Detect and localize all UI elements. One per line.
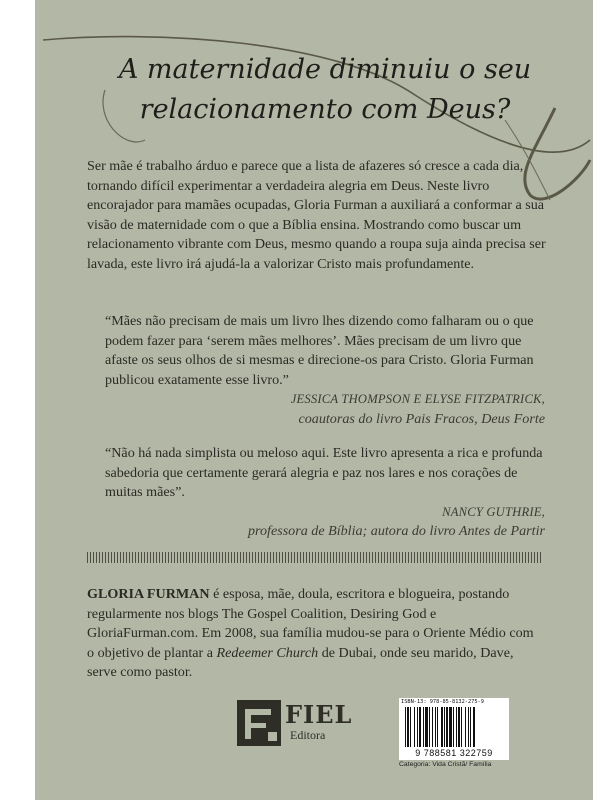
- bio-text-part-1: é esposa, mãe, doula, escritora e blogueira, postando regularmente nos blogs The Gospel Coalition, Desiring God e GloriaFurman.com. Em 2008, sua família mudou-se para o Oriente Médio com o objetivo de plantar a: [87, 586, 534, 661]
- quote-text: “Mães não precisam de mais um livro lhes dizendo como falharam ou o que podem fazer para ‘serem mães melhores’. Mães precisam de um livro que afaste os seus olhos de si mesmas e direcione-os para Cristo. Gloria Furman publicou exatamente esse livro.”: [105, 313, 534, 388]
- headline: [90, 50, 560, 130]
- quote-text: “Não há nada simplista ou meloso aqui. Este livro apresenta a rica e profunda sabedoria que certamente gerará alegria e paz nos lares e nos corações de muitas mães”.: [105, 445, 543, 501]
- hatched-divider: [87, 552, 543, 563]
- book-category: Categoria: Vida Cristã/ Família: [399, 761, 492, 768]
- headline-line-2: relacionamento com Deus?: [139, 94, 511, 125]
- isbn-number: 9 788581 322759: [415, 748, 493, 758]
- barcode-bars: [405, 707, 503, 747]
- isbn-barcode: [399, 698, 509, 760]
- publisher-name: FIEL: [285, 700, 353, 729]
- quote-author: NANCY GUTHRIE,: [442, 504, 545, 519]
- quote-attribution: [105, 503, 545, 542]
- publisher-subtitle: Editora: [290, 728, 326, 742]
- book-back-cover: [35, 0, 593, 800]
- fiel-logo-icon: [237, 700, 281, 746]
- isbn-label: ISBN-13: 978-85-8132-275-9: [401, 699, 484, 705]
- quote-author-role: coautoras do livro Pais Fracos, Deus Forte: [298, 410, 545, 427]
- bio-text-part-2: de Dubai, onde seu marido, Dave, serve como pastor.: [87, 644, 514, 681]
- publisher-logo: [237, 700, 367, 746]
- endorsement-quote: [105, 444, 545, 542]
- author-name: GLORIA FURMAN: [87, 586, 210, 602]
- church-name: Redeemer Church: [216, 644, 319, 661]
- quote-attribution: [105, 390, 545, 429]
- intro-paragraph: Ser mãe é trabalho árduo e parece que a lista de afazeres só cresce a cada dia, tornando difícil experimentar a verdadeira alegria em Deus. Neste livro encorajador para mamães ocupadas, Gloria Furman a auxiliará a conformar a sua visão de maternidade com o que a Bíblia ensina. Mostrando como buscar um relacionamento vibrante com Deus, mesmo quando a roupa suja ainda precisa ser lavada, este livro irá ajudá-la a valorizar Cristo mais profundamente.: [87, 158, 546, 272]
- headline-line-1: A maternidade diminuiu o seu: [118, 54, 532, 85]
- quote-author: JESSICA THOMPSON E ELYSE FITZPATRICK,: [290, 392, 545, 407]
- endorsement-quote: [105, 312, 545, 430]
- author-bio: [87, 585, 537, 683]
- quote-author-role: professora de Bíblia; autora do livro Antes de Partir: [247, 523, 545, 540]
